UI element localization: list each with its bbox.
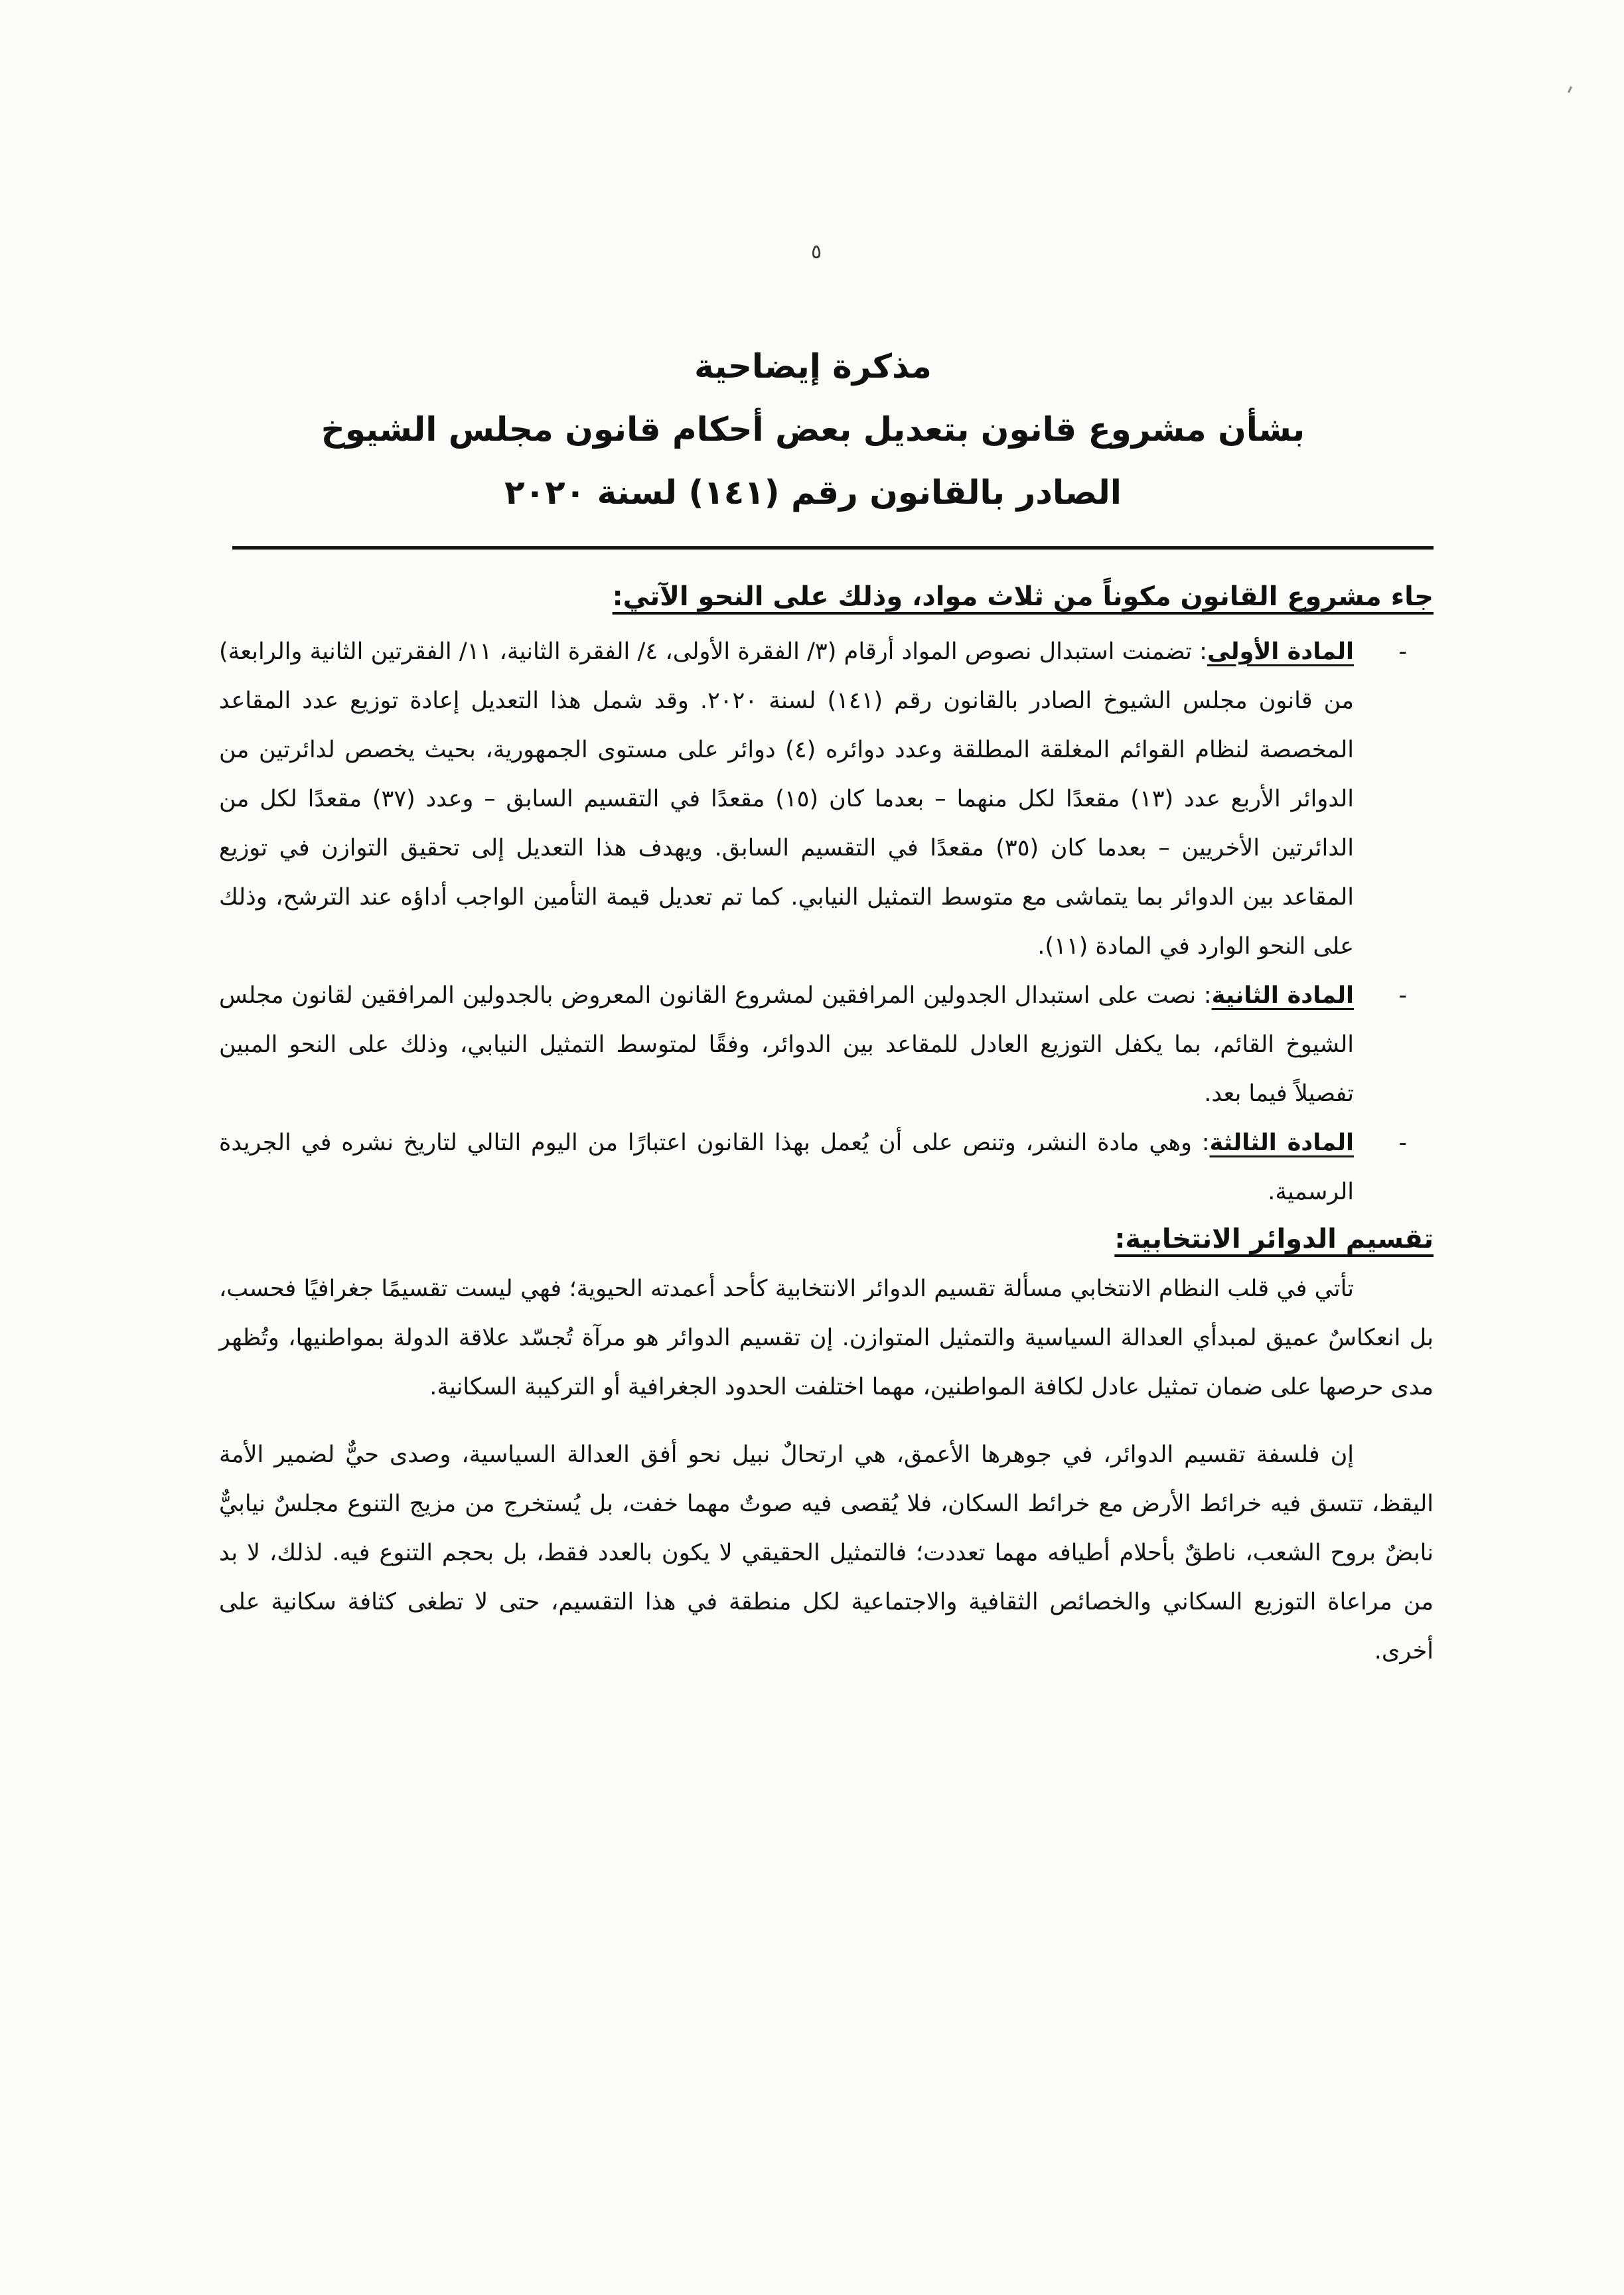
title-divider (232, 546, 1434, 550)
scan-mark (1568, 86, 1572, 93)
paragraph-1: تأتي في قلب النظام الانتخابي مسألة تقسيم الدوائر الانتخابية كأحد أعمدته الحيوية؛ فهي ليست تقسيمًا جغرافيًا فحسب، بل انعكاسٌ عميق لمبدأي العدالة السياسية والتمثيل المتوازن. إن تقسيم الدوائر هو مرآة تُجسّد علاقة الدولة بمواطنيها، وتُظهر مدى حرصها على ضمان تمثيل عادل لكافة المواطنين، مهما اختلفت الحدود الجغرافية أو التركيبة السكانية. (219, 1276, 1434, 1400)
article-text: : نصت على استبدال الجدولين المرافقين لمشروع القانون المعروض بالجدولين المرافقين لقانون مجلس الشيوخ القائم، بما يكفل التوزيع العادل للمقاعد بين الدوائر، وفقًا لمتوسط التمثيل النيابي، وذلك على النحو المبين تفصيلاً فيما بعد. (219, 982, 1354, 1107)
intro-heading: جاء مشروع القانون مكوناً من ثلاث مواد، وذلك على النحو الآتي: (612, 581, 1434, 612)
article-item-1 (219, 627, 1434, 971)
page-number: ٥ (810, 240, 822, 263)
document-title (166, 335, 1460, 524)
bullet-marker: - (1398, 638, 1407, 665)
article-item-2 (219, 971, 1434, 1118)
article-title: المادة الثالثة (1209, 1130, 1354, 1156)
article-text: : تضمنت استبدال نصوص المواد أرقام (٣/ الفقرة الأولى، ٤/ الفقرة الثانية، ١١/ الفقرتين الثانية والرابعة) من قانون مجلس الشيوخ الصادر بالقانون رقم (١٤١) لسنة ٢٠٢٠. وقد شمل هذا التعديل إعادة توزيع عدد المقاعد المخصصة لنظام القوائم المغلقة المطلقة وعدد دوائره (٤) دوائر على مستوى الجمهورية، بحيث يخصص لدائرتين من الدوائر الأربع عدد (١٣) مقعدًا لكل منهما – بعدما كان (١٥) مقعدًا في التقسيم السابق – وعدد (٣٧) مقعدًا لكل من الدائرتين الأخريين – بعدما كان (٣٥) مقعدًا في التقسيم السابق. ويهدف هذا التعديل إلى تحقيق التوازن في توزيع المقاعد بين الدوائر بما يتماشى مع متوسط التمثيل النيابي. كما تم تعديل قيمة التأمين الواجب أداؤه عند الترشح، وذلك على النحو الوارد في المادة (١١). (219, 638, 1354, 960)
article-title: المادة الأولى (1207, 638, 1354, 665)
title-line-1: مذكرة إيضاحية (694, 347, 932, 386)
section-heading: تقسيم الدوائر الانتخابية: (1114, 1224, 1434, 1254)
bullet-marker: - (1398, 1130, 1407, 1156)
paragraph-2: إن فلسفة تقسيم الدوائر، في جوهرها الأعمق، هي ارتحالٌ نبيل نحو أفق العدالة السياسية، وصدى حيٌّ لضمير الأمة اليقظ، تتسق فيه خرائط الأرض مع خرائط السكان، فلا يُقصى فيه صوتٌ مهما خفت، بل يُستخرج من مزيج التنوع مجلسٌ نيابيٌّ نابضٌ بروح الشعب، ناطقٌ بأحلام أطيافه مهما تعددت؛ فالتمثيل الحقيقي لا يكون بالعدد فقط، بل بحجم التنوع فيه. لذلك، لا بد من مراعاة التوزيع السكاني والخصائص الثقافية والاجتماعية لكل منطقة في هذا التقسيم، حتى لا تطغى كثافة سكانية على أخرى. (219, 1442, 1434, 1665)
bullet-marker: - (1398, 982, 1407, 1009)
document-body (219, 574, 1434, 1694)
article-item-3 (219, 1118, 1434, 1217)
article-text: : وهي مادة النشر، وتنص على أن يُعمل بهذا القانون اعتبارًا من اليوم التالي لتاريخ نشره في الجريدة الرسمية. (219, 1130, 1354, 1205)
title-line-3: الصادر بالقانون رقم (١٤١) لسنة ٢٠٢٠ (504, 473, 1122, 512)
article-title: المادة الثانية (1211, 982, 1354, 1009)
title-line-2: بشأن مشروع قانون بتعديل بعض أحكام قانون مجلس الشيوخ (321, 410, 1305, 449)
